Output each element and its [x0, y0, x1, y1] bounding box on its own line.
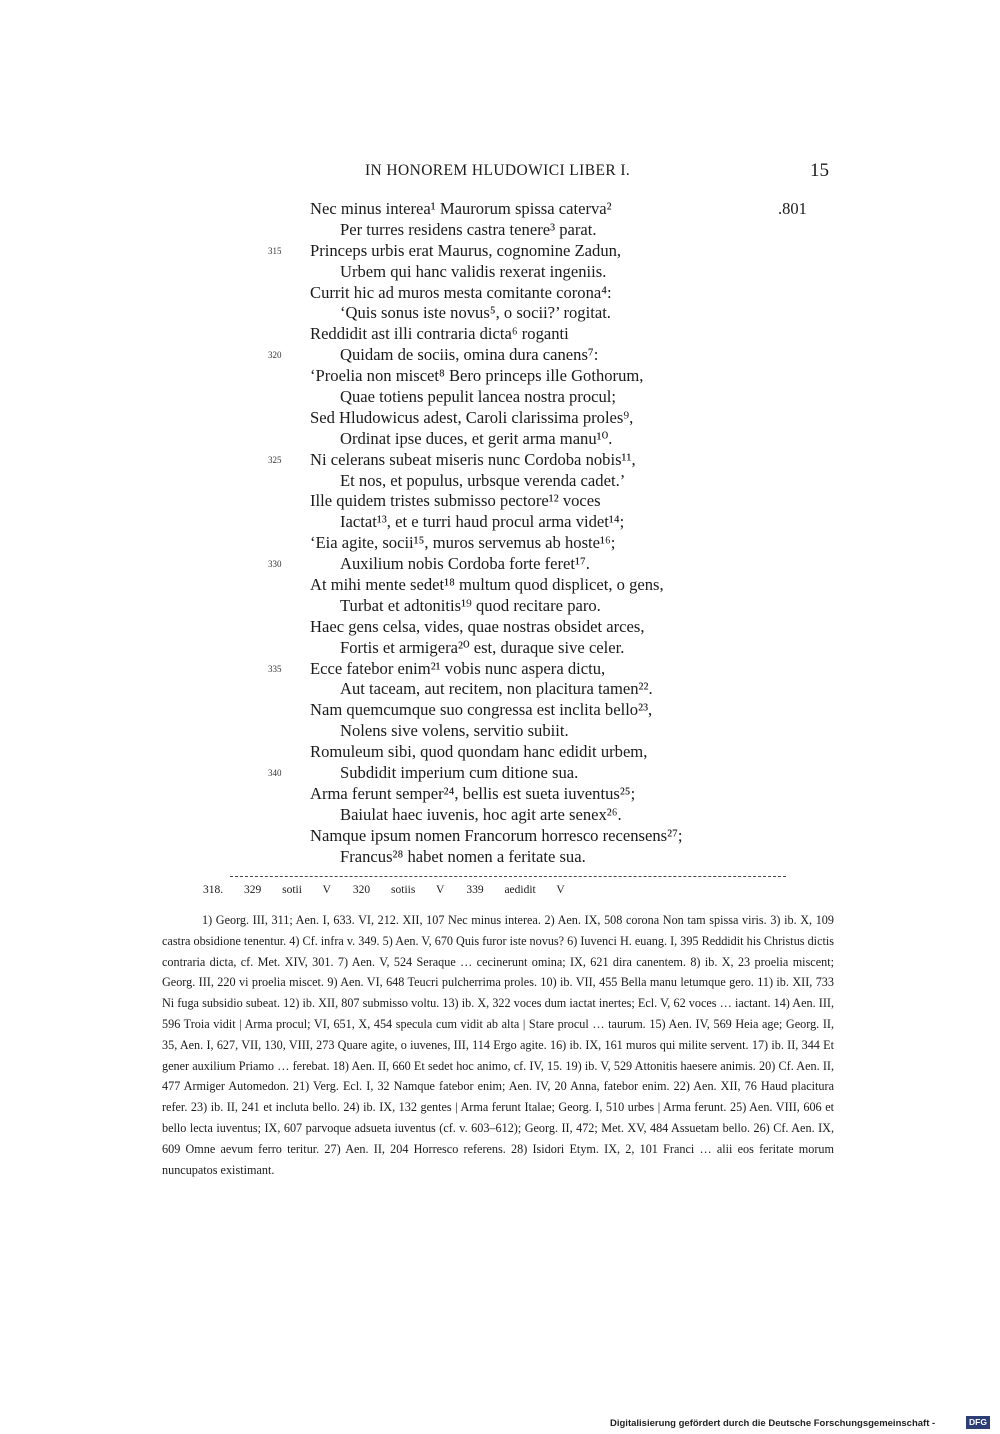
verse-text: Sed Hludowicus adest, Caroli clarissima proles⁹,: [310, 407, 634, 427]
verse-line: [310, 617, 790, 638]
verse-line: [310, 742, 790, 763]
verse-line: [310, 721, 790, 742]
line-number: 330: [268, 559, 282, 570]
footnote-paragraph: 1) Georg. III, 311; Aen. I, 633. VI, 212. XII, 107 Nec minus interea. 2) Aen. IX, 508 corona Non tam spissa viris. 3) ib. X, 109 castra obsidione tenentur. 4) Cf. infra v. 349. 5) Aen. V, 670 Quis furor iste novus? 6) Iuvenci H. euang. I, 395 Reddidit his Christus dictis contraria dicta, cf. Met. XIV, 301. 7) Aen. V, 524 Seraque … cecinerunt omina; IX, 621 dira canentem. 8) ib. X, 23 proelia miscent; Georg. III, 220 vi proelia miscet. 9) Aen. VI, 648 Teucri pulcherrima proles. 10) ib. VII, 455 Bella manu letumque gero. 11) ib. XII, 733 Ni fuga subsidio subeat. 12) ib. XII, 807 submisso voltu. 13) ib. X, 322 voces dum iactat inertes; Ecl. V, 62 voces … iactant. 14) Aen. III, 596 Troia vidit | Arma procul; VI, 651, X, 454 specula cum vidit ab alta | Stare procul … taurum. 15) Aen. IV, 569 Heia age; Georg. II, 35, Aen. I, 627, VII, 130, VIII, 273 Quare agite, o iuvenes, III, 114 Ergo agite. 16) ib. IX, 161 muros qui milite servent. 17) ib. II, 344 Et gener auxilium Priamo … ferebat. 18) Aen. II, 660 Et sedet hoc animo, cf. IV, 15. 19) ib. V, 529 Attonitis haesere animis. 20) Cf. Aen. II, 477 Armiger Automedon. 21) Verg. Ecl. I, 32 Namque fatebor enim; Aen. IV, 20 Anna, fatebor enim. 22) Aen. XII, 76 Haud placitura refer. 23) ib. II, 241 et incluta bello. 24) ib. IX, 132 gentes | Arma ferunt Italae; Georg. I, 510 urbes | Arma ferunt. 25) Aen. VIII, 606 et bello lecta iuventus; IX, 607 parvoque adsueta iuventus (cf. v. 603–612); Georg. II, 472; Met. XV, 484 Assuetam bello. 26) Cf. Aen. IX, 609 Omne aevum ferro teritur. 27) Aen. II, 204 Horresco referens. 28) Isidori Etym. IX, 2, 101 Franci … alii eos feritate morum nuncupatos existimant.: [162, 913, 834, 1177]
verse-line: [310, 303, 790, 324]
verse-line: [268, 763, 790, 784]
verse-text: Aut taceam, aut recitem, non placitura tamen²².: [340, 679, 653, 699]
verse-text: Arma ferunt semper²⁴, bellis est sueta iuventus²⁵;: [310, 783, 636, 803]
verse-line: [310, 596, 790, 617]
verse-line: [310, 199, 790, 220]
verse-line: [310, 471, 790, 492]
verse-text: Auxilium nobis Cordoba forte feret¹⁷.: [340, 554, 590, 574]
verse-line: [310, 784, 790, 805]
verse-text: ‘Proelia non miscet⁸ Bero princeps ille Gothorum,: [310, 366, 644, 386]
footnote-divider: [230, 876, 786, 877]
verse-text: ‘Eia agite, socii¹⁵, muros servemus ab hoste¹⁶;: [310, 533, 616, 553]
verse-line: [310, 262, 790, 283]
verse-line: [268, 240, 790, 262]
verse-text: Namque ipsum nomen Francorum horresco recensens²⁷;: [310, 825, 683, 845]
critical-apparatus: [203, 884, 833, 896]
verse-text: Nam quemcumque suo congressa est inclita bello²³,: [310, 700, 653, 720]
running-head: IN HONOREM HLUDOWICI LIBER I.: [365, 162, 631, 179]
verse-text: ‘Quis sonus iste novus⁵, o socii?’ rogitat.: [340, 303, 611, 323]
verse-text: Ni celerans subeat miseris nunc Cordoba nobis¹¹,: [310, 449, 636, 469]
verse-line: [310, 638, 790, 659]
year-marker: .801: [778, 199, 807, 218]
verse-text: Princeps urbis erat Maurus, cognomine Zadun,: [310, 240, 622, 260]
dfg-logo[interactable]: DFG: [966, 1416, 990, 1429]
verse-text: Turbat et adtonitis¹⁹ quod recitare paro.: [340, 595, 601, 615]
verse-text: Currit hic ad muros mesta comitante corona⁴:: [310, 282, 612, 302]
verse-text: Baiulat haec iuvenis, hoc agit arte senex²⁶.: [340, 804, 622, 824]
verse-text: Subdidit imperium cum ditione sua.: [340, 763, 579, 783]
line-number: 335: [268, 663, 282, 674]
verse-line: [310, 387, 790, 408]
verse-text: Nec minus interea¹ Maurorum spissa caterva²: [310, 199, 612, 218]
verse-text: Romuleum sibi, quod quondam hanc edidit urbem,: [310, 742, 648, 762]
verse-text: Quae totiens pepulit lancea nostra procul;: [340, 387, 617, 407]
line-number: 340: [268, 768, 282, 779]
verse-text: Per turres residens castra tenere³ parat.: [340, 219, 597, 239]
verse-line: [310, 826, 790, 847]
verse-text: Ordinat ipse duces, et gerit arma manu¹⁰.: [340, 428, 613, 448]
verse-text: Francus²⁸ habet nomen a feritate sua.: [340, 846, 586, 866]
verse-line: [310, 220, 790, 241]
line-number: 325: [268, 454, 282, 465]
verse-line: [310, 491, 790, 512]
apparatus-entry: 320 sotiis V: [352, 884, 445, 896]
verse-text: Iactat¹³, et e turri haud procul arma videt¹⁴;: [340, 512, 625, 532]
verse-line: [310, 700, 790, 721]
verse-line: [310, 805, 790, 826]
page-number: 15: [810, 160, 829, 181]
verse-line: [310, 575, 790, 596]
footnotes: [162, 910, 834, 1180]
verse-text: Ille quidem tristes submisso pectore¹² voces: [310, 491, 601, 511]
verse-line: [268, 449, 790, 471]
apparatus-entry: 339 aedidit V: [466, 884, 565, 896]
line-number: 320: [268, 350, 282, 361]
verse-line: [310, 324, 790, 345]
verse-line: [310, 408, 790, 429]
verse-line: [310, 283, 790, 304]
verse-line: [310, 366, 790, 387]
verse-text: Fortis et armigera²⁰ est, duraque sive celer.: [340, 637, 625, 657]
digitization-credit: Digitalisierung gefördert durch die Deutsche Forschungsgemeinschaft -: [610, 1418, 936, 1429]
verse-line: [268, 554, 790, 575]
verse-line: [310, 679, 790, 700]
verse-text: Et nos, et populus, urbsque verenda cadet.’: [340, 470, 626, 490]
verse-line: [310, 533, 790, 554]
line-number: 315: [268, 245, 282, 256]
verse-line: [310, 429, 790, 450]
verse-line: [310, 512, 790, 533]
verse-text: Nolens sive volens, servitio subiit.: [340, 721, 569, 741]
verse-line: [310, 847, 790, 868]
verse-line: [268, 658, 790, 680]
verse-text: Ecce fatebor enim²¹ vobis nunc aspera dictu,: [310, 658, 606, 678]
verse-text: At mihi mente sedet¹⁸ multum quod displicet, o gens,: [310, 575, 664, 595]
verse-line: [268, 345, 790, 366]
verse-text: Quidam de sociis, omina dura canens⁷:: [340, 345, 599, 365]
verse-text: Reddidit ast illi contraria dicta⁶ roganti: [310, 324, 569, 344]
verse-text: Haec gens celsa, vides, quae nostras obsidet arces,: [310, 616, 645, 636]
verse-text: Urbem qui hanc validis rexerat ingeniis.: [340, 261, 607, 281]
apparatus-entry: 318. 329 sotii V: [203, 884, 331, 896]
verse-block: [268, 199, 790, 868]
